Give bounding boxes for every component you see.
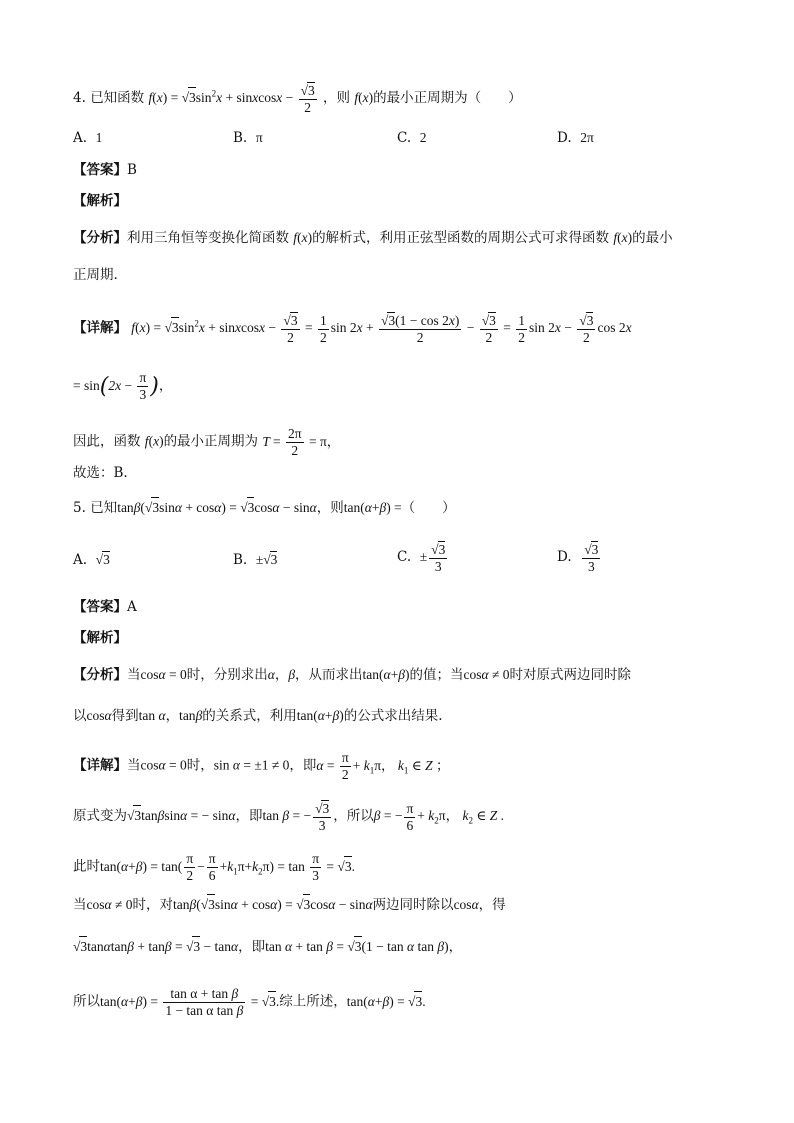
q5-d3-eq: tan(α+β) = tan( $\frac{\pi}{2}$ − $\frac{\pi}{6}$ $+k_1\pi+k_2\pi) = \tan$ $\frac{\pi}{3}$ = √3. [100,851,355,883]
q4-detail-tag: 【详解】 [73,320,127,337]
q5-detail-line2 [73,800,504,834]
q5-d2-a: 原式变为 [73,808,127,825]
q5-fenxi-tan1: tan(α+β) [362,667,410,682]
q5-stem-formula: tanβ(√3sinα + cosα) = √3cosα − sinα [117,500,317,515]
q5-option-b-value: ±√3 [255,552,278,567]
q4-analysis-heading [73,191,127,211]
q5-analysis-heading [73,628,127,648]
q5-answer-value: A [127,599,137,615]
q4-function-formula: $f(x) = √3\sin^2x$ + sinxcosx − $\frac{√3}{2}$ [148,83,315,115]
q5-d5-b: ，即 [238,939,266,955]
q5-fenxi-g: 得到 [111,708,139,724]
q5-stem-mid: ，则 [316,500,344,516]
q4-answer [73,160,137,180]
q5-fenxi-ab: α，β [267,667,296,682]
q5-d4-b: 时，对 [132,897,174,913]
q4-number: 4. [73,90,86,107]
q4-option-d-label: D. [557,130,572,146]
q5-d4-c: 两边同时除以 [372,897,454,913]
q4-fenxi-text2: 的解析式，利用正弦型函数的周期公式可求得函数 [312,230,610,246]
q4-option-c-label: C. [397,130,412,146]
q4-detail-line1 [73,312,632,346]
q5-answer-tag: 【答案】 [73,599,127,615]
q4-detail-formula2: = sin(2x − $\frac{\pi}{3}$ )， [73,370,173,402]
q5-stem [73,497,456,518]
q4-option-b-label: B. [233,130,248,146]
q4-option-c [397,130,426,146]
q5-fenxi-cosne0: cosα ≠ 0 [463,667,510,682]
q4-fx: f(x) [354,90,374,106]
q5-option-b-label: B. [233,552,248,568]
q5-detail-line1 [73,750,450,783]
q5-d5-eq2: tan α + tan β = √3(1 − tan α tan β)， [265,939,462,954]
q5-fenxi-cosa: cosα [86,708,112,723]
q4-fenxi-tag: 【分析】 [73,230,127,246]
q4-detail-formula1: $f(x) = √3\sin^2x$ + sinxcosx − $\frac{√3}{2}$ = $\frac{1}{2}$ sin 2x + $\frac{√3(1 - \cos 2x)}{2}$ − $\frac{√3}{2}$ = $\frac{1}{2}$ sin 2x − $\frac{√3}{2}$ cos 2x [131,312,632,345]
q5-detail-line6 [73,986,426,1019]
q4-option-d-value: 2π [580,130,594,145]
q4-fenxi-fx2: f(x) [613,230,633,245]
q5-option-c [397,541,449,575]
q4-fenxi-line2 [73,265,118,285]
q5-fenxi-i: 的公式求出结果. [343,708,443,724]
q5-stem-target: tan(α+β) = [343,500,402,515]
q5-option-d-value: $\frac{√3}{3}$ [584,542,599,574]
q5-fenxi-c: ，从而求出 [295,667,363,683]
q5-d1-b: 时， [186,757,214,774]
q5-d4-a: 当 [73,897,87,913]
q5-d2-c: ，所以 [333,808,374,825]
q5-fenxi-h: 的关系式，利用 [202,708,297,724]
q5-option-a [73,551,110,568]
q5-d4-eq: tanβ(√3sinα + cosα) = √3cosα − sinα [173,897,373,912]
q4-option-b [233,130,263,146]
q5-option-b [233,551,277,568]
q5-d6-b: 综上所述， [279,993,347,1010]
q5-stem-prefix: 已知 [90,500,118,516]
q4-fenxi-text4: 正周期. [73,267,118,283]
q4-option-a [73,130,102,146]
q5-fenxi-cos0: cosα = 0 [140,667,187,682]
q4-fenxi-fx1: f(x) [293,230,313,245]
q4-conclusion-text1: 因此，函数 [73,433,141,450]
q4-option-c-value: 2 [419,130,427,145]
q5-detail-line5 [73,936,462,957]
q5-d4-d: ，得 [478,897,506,913]
q5-d6-eq: tan(α+β) = $\frac{\text{tan α + tan β}}{\text{1 − tan α tan β}}$ = √3. [100,986,280,1018]
q4-answer-tag: 【答案】 [73,162,127,178]
q5-option-d-label: D. [557,549,572,566]
q5-fenxi-f: 以 [73,708,87,724]
q5-d2-beta: β = − $\frac{\pi}{6}$ + $k_2\pi$， $k_2$ ∈ Z . [373,800,504,833]
q4-option-b-value: π [255,130,263,145]
q5-fenxi-d: 的值；当 [409,667,464,683]
q5-fenxi-tan2: tan(α+β) [296,708,344,723]
q5-answer [73,597,137,617]
q4-conclusion-text2: 的最小正周期为 [163,433,259,450]
q5-d4-cosne0: cosα ≠ 0 [86,897,133,912]
q4-choose-text: 故选：B. [73,465,128,481]
q4-stem [73,82,522,116]
q5-fenxi-line2 [73,706,443,726]
q5-d2-b: ，即 [235,808,263,825]
q5-number: 5. [73,500,86,516]
q5-d1-a: 当 [127,757,141,774]
q5-d1-sin: sin α = ±1 ≠ 0 [213,757,290,773]
q4-option-a-value: 1 [95,130,103,145]
q5-d6-final: tan(α+β) = √3. [347,994,426,1009]
q4-conclusion-fx: f(x) [144,433,164,449]
q5-fenxi-tans: tan α，tanβ [138,708,203,723]
q5-option-a-value: √3 [95,552,110,567]
q4-choose [73,463,128,483]
q4-conclusion [73,426,340,459]
q5-option-d [557,541,602,575]
q5-d2-tanb: tan β = − $\frac{√3}{3}$ [262,801,330,833]
q5-d6-a: 所以 [73,993,100,1010]
q5-detail-line3 [73,851,355,884]
q4-stem-suffix: 的最小正周期为（ ） [373,90,522,107]
q4-stem-prefix: 已知函数 [90,90,145,107]
q5-option-c-label: C. [397,549,412,566]
q5-d2-eq: √3tanβsinα = − sinα [127,808,235,823]
q5-detail-tag: 【详解】 [73,757,127,774]
q4-stem-mid: ，则 [323,90,351,107]
q4-fenxi-text1: 利用三角恒等变换化简函数 [127,230,289,246]
q5-d1-alpha: α = $\frac{\pi}{2}$ + $k_1\pi$， $k_1$ ∈ Z ； [316,750,450,782]
q5-analysis-tag: 【解析】 [73,630,127,646]
q5-option-a-label: A. [73,552,88,568]
q5-fenxi-a: 当 [127,667,141,683]
q4-option-d [557,130,594,146]
q5-d1-c: ，即 [289,757,317,774]
q5-d5-eq1: √3tanαtanβ + tanβ = √3 − tanα [73,939,238,954]
q5-option-c-value: ± $\frac{√3}{3}$ [419,542,446,574]
q4-period-formula: T = $\frac{2\pi}{2}$ = π， [262,426,341,458]
q4-analysis-tag: 【解析】 [73,193,127,209]
q4-answer-value: B [127,162,137,178]
q5-fenxi-b: 时，分别求出 [186,667,268,683]
q4-option-a-label: A. [73,130,88,146]
q4-detail-line2 [73,370,172,403]
q5-fenxi-tag: 【分析】 [73,667,127,683]
q5-fenxi-e: 时对原式两边同时除 [509,667,632,683]
q5-fenxi-line1 [73,665,631,685]
q4-fenxi-line1 [73,228,673,248]
q5-stem-suffix: （ ） [401,500,456,516]
q4-fenxi-text3: 的最小 [632,230,673,246]
q5-d1-cos0: cosα = 0 [140,757,187,773]
q5-d3-a: 此时 [73,858,100,875]
q5-d4-cosa: cosα [453,897,479,912]
q5-detail-line4 [73,894,506,915]
